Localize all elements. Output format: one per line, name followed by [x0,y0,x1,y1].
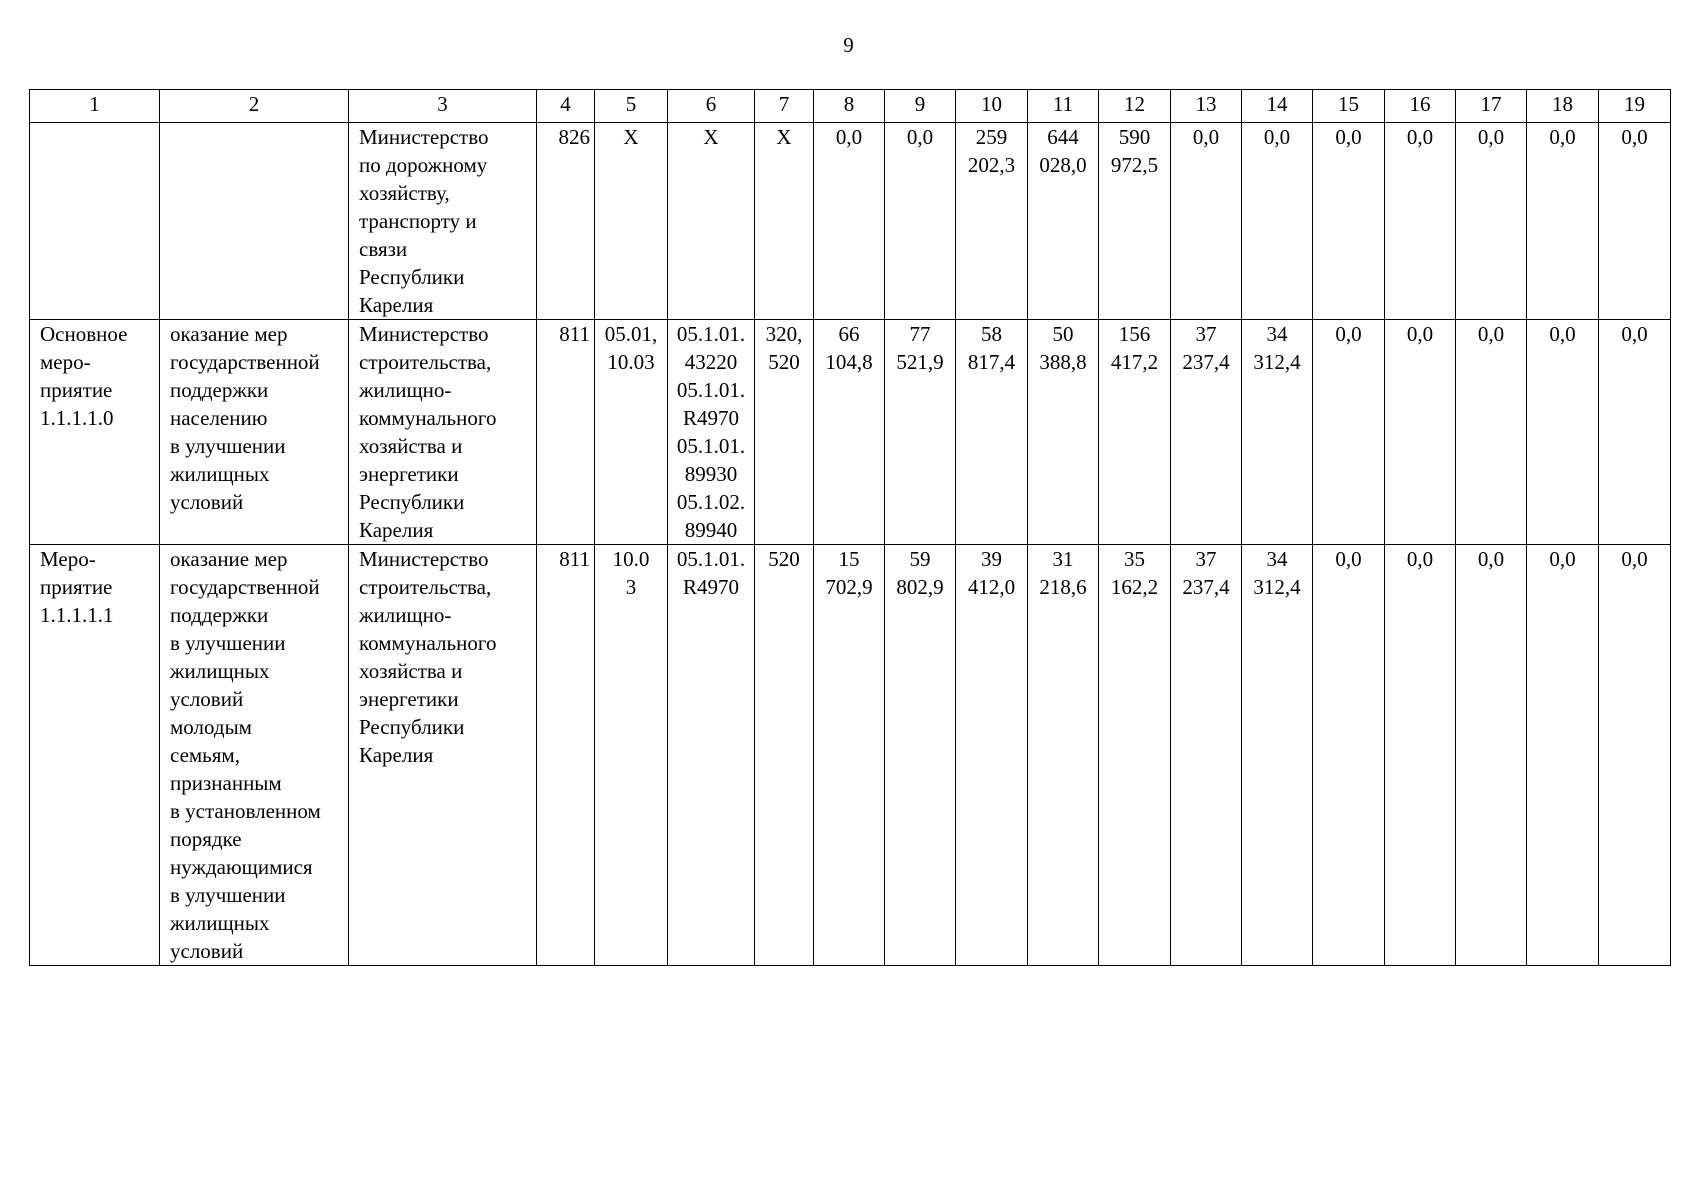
target-item-cell: 05.1.01. R4970 [668,545,755,966]
description-cell: оказание мер государственной поддержки населению в улучшении жилищных условий [160,320,349,545]
amount-cell: 0,0 [1242,123,1313,320]
amount-cell: 0,0 [1313,320,1385,545]
amount-cell: 37 237,4 [1171,320,1242,545]
grbs-cell: 811 [537,320,595,545]
table-row [30,123,1671,320]
activity-code-cell [30,123,160,320]
header-cell: 10 [956,90,1028,123]
amount-cell: 0,0 [1313,123,1385,320]
description-cell [160,123,349,320]
amount-cell: 31 218,6 [1028,545,1099,966]
expense-type-cell: Х [755,123,814,320]
header-cell: 4 [537,90,595,123]
amount-cell: 0,0 [814,123,885,320]
header-cell: 13 [1171,90,1242,123]
target-item-cell: Х [668,123,755,320]
executor-cell: Министерство строительства, жилищно- коммунального хозяйства и энергетики Республики Карелия [349,545,537,966]
activity-code-cell: Основное меро- приятие 1.1.1.1.0 [30,320,160,545]
amount-cell: 77 521,9 [885,320,956,545]
amount-cell: 0,0 [1385,123,1456,320]
amount-cell: 0,0 [1456,545,1527,966]
amount-cell: 156 417,2 [1099,320,1171,545]
amount-cell: 0,0 [1313,545,1385,966]
header-cell: 3 [349,90,537,123]
header-cell: 5 [595,90,668,123]
header-cell: 2 [160,90,349,123]
amount-cell: 0,0 [1171,123,1242,320]
header-cell: 18 [1527,90,1599,123]
section-cell: Х [595,123,668,320]
amount-cell: 0,0 [1527,123,1599,320]
budget-table [29,89,1671,966]
amount-cell: 58 817,4 [956,320,1028,545]
header-cell: 7 [755,90,814,123]
amount-cell: 15 702,9 [814,545,885,966]
amount-cell: 0,0 [1599,320,1671,545]
executor-cell: Министерство по дорожному хозяйству, транспорту и связи Республики Карелия [349,123,537,320]
header-cell: 8 [814,90,885,123]
description-cell: оказание мер государственной поддержки в улучшении жилищных условий молодым семьям, признанным в установленном порядке нуждающимися в улучшении жилищных условий [160,545,349,966]
executor-cell: Министерство строительства, жилищно- коммунального хозяйства и энергетики Республики Карелия [349,320,537,545]
expense-type-cell: 520 [755,545,814,966]
header-cell: 17 [1456,90,1527,123]
header-cell: 9 [885,90,956,123]
section-cell: 05.01, 10.03 [595,320,668,545]
amount-cell: 0,0 [1599,545,1671,966]
amount-cell: 35 162,2 [1099,545,1171,966]
header-cell: 12 [1099,90,1171,123]
amount-cell: 39 412,0 [956,545,1028,966]
table-row [30,545,1671,966]
amount-cell: 34 312,4 [1242,545,1313,966]
amount-cell: 37 237,4 [1171,545,1242,966]
header-cell: 16 [1385,90,1456,123]
amount-cell: 0,0 [885,123,956,320]
target-item-cell: 05.1.01. 43220 05.1.01. R4970 05.1.01. 89930 05.1.02. 89940 [668,320,755,545]
amount-cell: 644 028,0 [1028,123,1099,320]
header-cell: 1 [30,90,160,123]
header-row [30,90,1671,123]
amount-cell: 0,0 [1456,320,1527,545]
amount-cell: 34 312,4 [1242,320,1313,545]
amount-cell: 0,0 [1599,123,1671,320]
header-cell: 15 [1313,90,1385,123]
amount-cell: 50 388,8 [1028,320,1099,545]
header-cell: 11 [1028,90,1099,123]
expense-type-cell: 320, 520 [755,320,814,545]
amount-cell: 0,0 [1527,545,1599,966]
page-number: 9 [843,33,854,57]
section-cell: 10.0 3 [595,545,668,966]
header-cell: 6 [668,90,755,123]
amount-cell: 0,0 [1385,545,1456,966]
activity-code-cell: Меро- приятие 1.1.1.1.1 [30,545,160,966]
amount-cell: 259 202,3 [956,123,1028,320]
amount-cell: 590 972,5 [1099,123,1171,320]
amount-cell: 0,0 [1385,320,1456,545]
header-cell: 14 [1242,90,1313,123]
amount-cell: 66 104,8 [814,320,885,545]
header-cell: 19 [1599,90,1671,123]
amount-cell: 59 802,9 [885,545,956,966]
amount-cell: 0,0 [1527,320,1599,545]
amount-cell: 0,0 [1456,123,1527,320]
table-row [30,320,1671,545]
grbs-cell: 811 [537,545,595,966]
grbs-cell: 826 [537,123,595,320]
